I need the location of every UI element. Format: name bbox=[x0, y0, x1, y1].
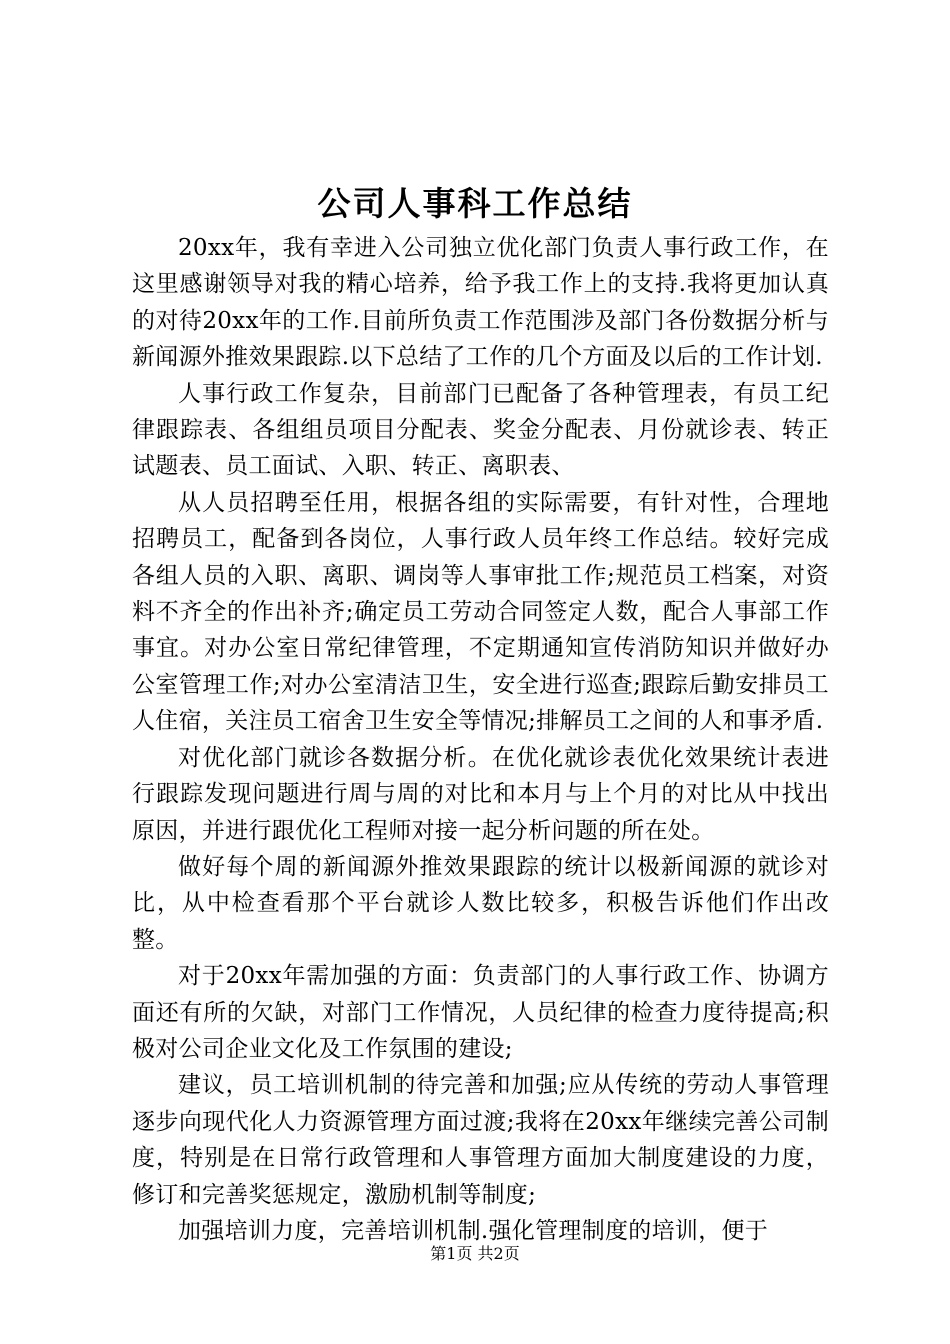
paragraph: 对于20xx年需加强的方面：负责部门的人事行政工作、协调方面还有所的欠缺，对部门工作情况，人员纪律的检查力度待提高;积极对公司企业文化及工作氛围的建设; bbox=[132, 963, 829, 1062]
paragraph: 加强培训力度，完善培训机制.强化管理制度的培训，便于 bbox=[178, 1217, 769, 1244]
paragraph: 从人员招聘至任用，根据各组的实际需要，有针对性，合理地招聘员工，配备到各岗位，人事行政人员年终工作总结。较好完成各组人员的入职、离职、调岗等人事审批工作;规范员工档案，对资料不齐全的作出补齐;确定员工劳动合同签定人数，配合人事部工作事宜。对办公室日常纪律管理，不定期通知宣传消防知识并做好办公室管理工作;对办公室清洁卫生，安全进行巡查;跟踪后勤安排员工人住宿，关注员工宿舍卫生安全等情况;排解员工之间的人和事矛盾. bbox=[132, 489, 829, 735]
document-title: 公司人事科工作总结 bbox=[317, 184, 633, 223]
paragraph: 20xx年，我有幸进入公司独立优化部门负责人事行政工作，在这里感谢领导对我的精心培养，给予我工作上的支持.我将更加认真的对待20xx年的工作.目前所负责工作范围涉及部门各份数据分析与新闻源外推效果跟踪.以下总结了工作的几个方面及以后的工作计划. bbox=[132, 235, 829, 371]
document-body bbox=[132, 230, 829, 1249]
paragraph: 做好每个周的新闻源外推效果跟踪的统计以极新闻源的就诊对比，从中检查看那个平台就诊人数比较多，积极告诉他们作出改整。 bbox=[132, 853, 829, 953]
paragraph: 对优化部门就诊各数据分析。在优化就诊表优化效果统计表进行跟踪发现问题进行周与周的对比和本月与上个月的对比从中找出原因，并进行跟优化工程师对接一起分析问题的所在处。 bbox=[132, 744, 829, 844]
paragraph: 人事行政工作复杂，目前部门已配备了各种管理表，有员工纪律跟踪表、各组组员项目分配表、奖金分配表、月份就诊表、转正试题表、员工面试、入职、转正、离职表、 bbox=[132, 380, 829, 480]
page-footer: 第1页 共2页 bbox=[430, 1244, 520, 1263]
paragraph: 建议，员工培训机制的待完善和加强;应从传统的劳动人事管理逐步向现代化人力资源管理方面过渡;我将在20xx年继续完善公司制度，特别是在日常行政管理和人事管理方面加大制度建设的力度，修订和完善奖惩规定，激励机制等制度; bbox=[132, 1072, 829, 1208]
